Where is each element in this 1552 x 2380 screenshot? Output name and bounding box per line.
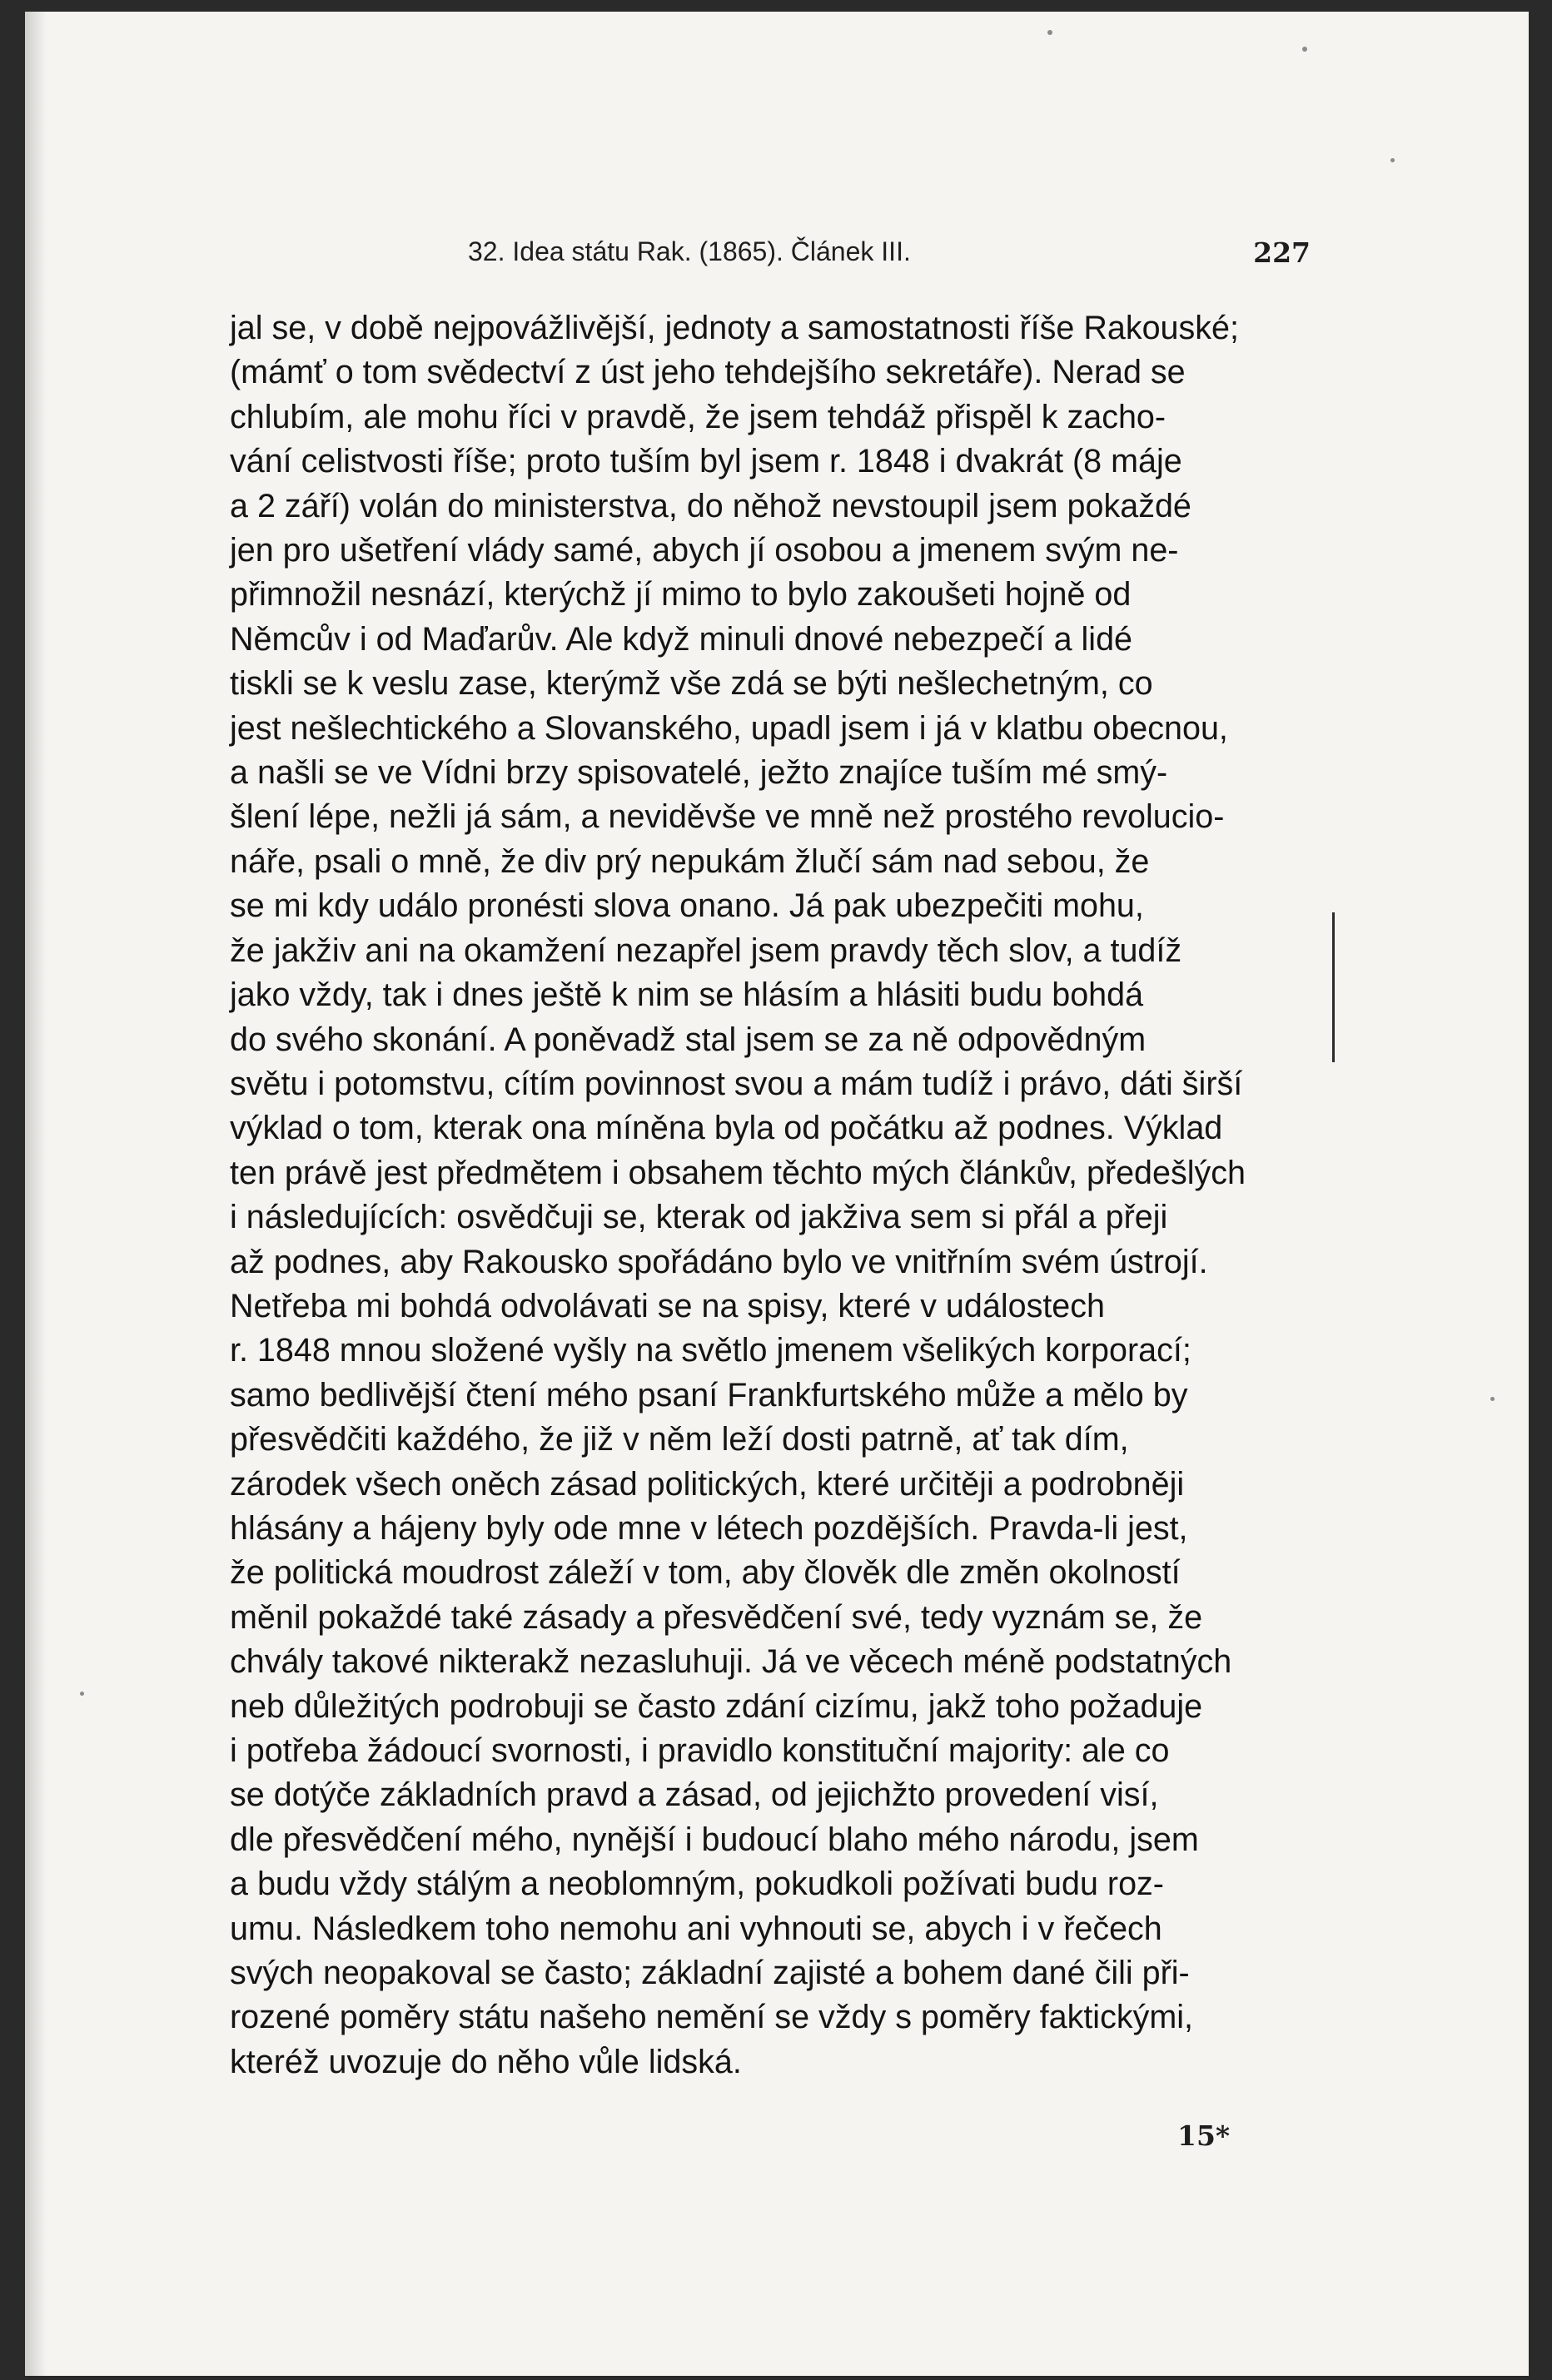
page <box>25 12 1529 2376</box>
page-number: 227 <box>1253 236 1311 269</box>
running-title: 32. Idea státu Rak. (1865). Článek III. <box>468 236 911 266</box>
body-text <box>230 306 1317 2084</box>
paper-speck <box>1390 158 1395 162</box>
signature-mark: 15* <box>1177 2119 1231 2152</box>
margin-mark <box>1332 912 1335 1062</box>
paragraph-2: Netřeba mi bohdá odvolávati se na spisy, které v událostech r. 1848 mnou složené vyšly na světlo jmenem všelikých korporací; samo bedlivější čtení mého psaní Frankfurtského může a mělo by přesvědčiti každého, že již v něm leží dosti patrně, ať tak dím, zárodek všech oněch zásad politických, které určitěji a podrobněji hlásány a hájeny byly ode mne v létech pozdějších. Pravda-li jest, že politická moudrost záleží v tom, aby člověk dle změn okolností měnil pokaždé také zásady a přesvědčení své, tedy vyznám se, že chvály takové nikterakž nezasluhuji. Já ve věcech méně podstatných neb důležitých podrobuji se často zdání cizímu, jakž toho požaduje i potřeba žádoucí svornosti, i pravidlo konstituční majority: ale co se dotýče základních pravd a zásad, od jejichžto provedení visí, dle přesvědčení mého, nynější i budoucí blaho mého národu, jsem a budu vždy stálým a neoblomným, pokudkoli požívati budu roz- umu. Následkem toho nemohu ani vyhnouti se, abych i v řečech svých neopakoval se často; základní zajisté a bohem dané čili při- rozené poměry státu našeho nemění se vždy s poměry faktickými, kteréž uvozuje do něho vůle lidská. <box>230 1287 1232 2080</box>
page-gutter-shadow <box>25 12 47 2376</box>
paper-speck <box>1490 1397 1495 1401</box>
paper-speck <box>1047 30 1052 35</box>
paper-speck <box>80 1692 84 1696</box>
running-head <box>468 230 1311 275</box>
paragraph-1: jal se, v době nejpovážlivější, jednoty a samostatnosti říše Rakouské; (mámť o tom svědectví z úst jeho tehdejšího sekretáře). Nerad se chlubím, ale mohu říci v pravdě, že jsem tehdáž přispěl k zacho- vání celistvosti říše; proto tuším byl jsem r. 1848 i dvakrát (8 máje a 2 září) volán do ministerstva, do něhož nevstoupil jsem pokaždé jen pro ušetření vlády samé, abych jí osobou a jmenem svým ne- přimnožil nesnází, kterýchž jí mimo to bylo zakoušeti hojně od Němcův i od Maďarův. Ale když minuli dnové nebezpečí a lidé tiskli se k veslu zase, kterýmž vše zdá se býti nešlechetným, co jest nešlechtického a Slovanského, upadl jsem i já v klatbu obecnou, a našli se ve Vídni brzy spisovatelé, ježto znajíce tuším mé smý- šlení lépe, nežli já sám, a neviděvše ve mně než prostého revolucio- náře, psali o mně, že div prý nepukám žlučí sám nad sebou, že se mi kdy událo pronésti slova onano. Já pak ubezpečiti mohu, že jakživ ani na okamžení nezapřel jsem pravdy těch slov, a tudíž jako vždy, tak i dnes ještě k nim se hlásím a hlásiti budu bohdá do svého skonání. A poněvadž stal jsem se za ně odpovědným světu i potomstvu, cítím povinnost svou a mám tudíž i právo, dáti širší výklad o tom, kterak ona míněna byla od počátku až podnes. Výklad ten právě jest předmětem i obsahem těchto mých článkův, předešlých i následujících: osvědčuji se, kterak od jakživa sem si přál a přeji až podnes, aby Rakousko spořádáno bylo ve vnitřním svém ústrojí. <box>230 310 1246 1280</box>
paper-speck <box>1302 47 1307 52</box>
